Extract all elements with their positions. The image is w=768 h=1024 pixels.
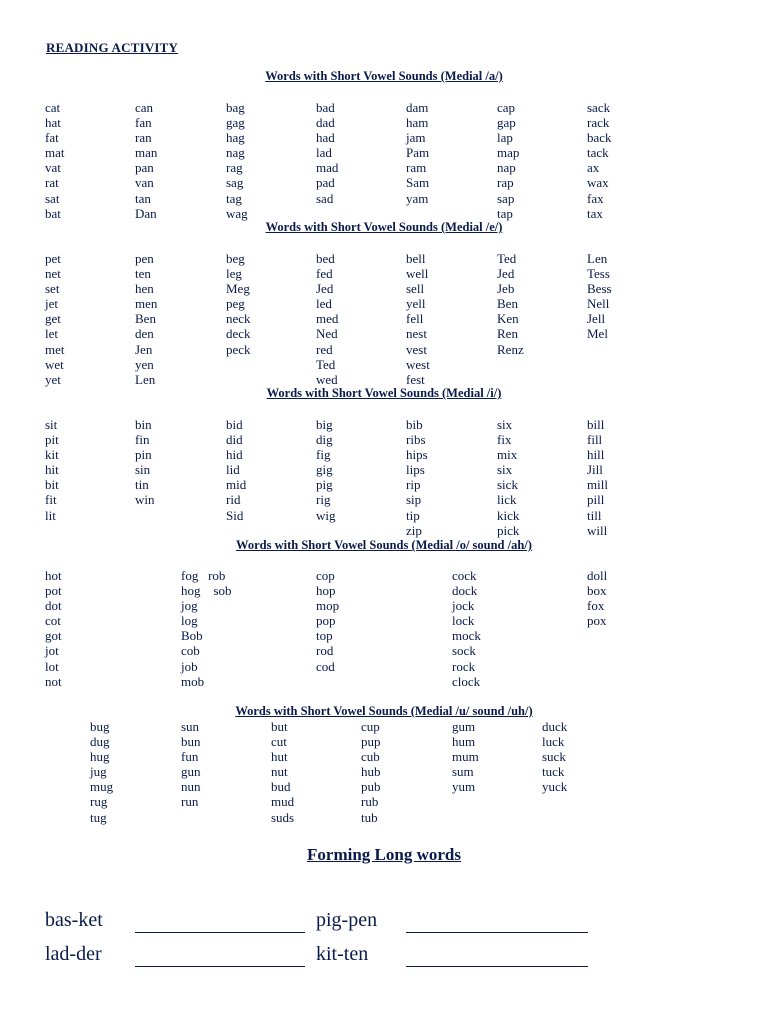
word-item: wag bbox=[226, 205, 248, 221]
word-item: rip bbox=[406, 477, 421, 493]
word-item: suck bbox=[542, 749, 566, 765]
section-i-col-2 bbox=[135, 417, 155, 508]
word-item: win bbox=[135, 492, 155, 508]
word-item: jet bbox=[45, 296, 58, 312]
word-item: rat bbox=[45, 175, 59, 191]
word-item: bed bbox=[316, 251, 335, 266]
word-item: hug bbox=[90, 749, 110, 765]
word-item: vest bbox=[406, 341, 427, 357]
word-item: van bbox=[135, 175, 154, 191]
word-item: met bbox=[45, 341, 65, 357]
word-item: fin bbox=[135, 432, 150, 448]
word-item: yam bbox=[406, 190, 429, 206]
word-item: Pam bbox=[406, 145, 430, 161]
word-item: jog bbox=[181, 598, 198, 614]
section-o-col-4 bbox=[452, 568, 481, 689]
word-item: lot bbox=[45, 658, 59, 674]
word-item: sat bbox=[45, 190, 60, 206]
word-item: hen bbox=[135, 281, 154, 297]
long-word-1: bas-ket bbox=[45, 909, 103, 931]
word-item: Nell bbox=[587, 296, 610, 312]
answer-blank-1[interactable] bbox=[135, 931, 305, 933]
word-item: Ben bbox=[497, 296, 518, 312]
word-item: Renz bbox=[497, 341, 524, 357]
word-item: job bbox=[181, 658, 198, 674]
word-item: hag bbox=[226, 130, 245, 146]
word-item: gag bbox=[226, 115, 245, 131]
word-item: sun bbox=[181, 719, 200, 734]
word-item: Jeb bbox=[497, 281, 515, 297]
section-a-col-5 bbox=[406, 100, 429, 206]
word-item: mock bbox=[452, 628, 481, 644]
word-item: pit bbox=[45, 432, 59, 448]
word-item: cap bbox=[497, 100, 516, 115]
word-item: mob bbox=[181, 673, 205, 689]
word-item: bin bbox=[135, 417, 152, 432]
word-item: hid bbox=[226, 447, 243, 463]
word-item: hum bbox=[452, 734, 476, 750]
word-item: pen bbox=[135, 251, 154, 266]
section-e-col-5 bbox=[406, 251, 430, 387]
word-item: led bbox=[316, 296, 332, 312]
word-item: kit bbox=[45, 447, 59, 463]
word-item: bud bbox=[271, 779, 291, 795]
word-item: lad bbox=[316, 145, 332, 161]
long-word-2: pig-pen bbox=[316, 909, 378, 931]
section-u-col-1 bbox=[90, 719, 113, 825]
word-item: jock bbox=[452, 598, 475, 614]
section-i-col-6 bbox=[497, 417, 519, 538]
word-item: tuck bbox=[542, 764, 565, 780]
word-item: sip bbox=[406, 492, 422, 508]
long-word-4: kit-ten bbox=[316, 943, 369, 965]
word-item: six bbox=[497, 462, 513, 478]
word-item: hat bbox=[45, 115, 61, 131]
word-item: fed bbox=[316, 266, 333, 282]
section-o-col-5 bbox=[587, 568, 607, 628]
word-item: mud bbox=[271, 794, 295, 810]
word-item: wig bbox=[316, 507, 336, 523]
word-item: Mel bbox=[587, 326, 608, 342]
section-i-col-7 bbox=[587, 417, 608, 538]
word-item: till bbox=[587, 507, 602, 523]
word-item: sum bbox=[452, 764, 474, 780]
word-item: bun bbox=[181, 734, 201, 750]
word-item: dad bbox=[316, 115, 335, 131]
answer-blank-2[interactable] bbox=[406, 931, 588, 933]
word-item: cop bbox=[316, 568, 335, 583]
word-item: sap bbox=[497, 190, 515, 206]
word-item: Bob bbox=[181, 628, 203, 644]
word-item: fill bbox=[587, 432, 603, 448]
word-item: got bbox=[45, 628, 62, 644]
word-item: den bbox=[135, 326, 154, 342]
word-item: fix bbox=[497, 432, 512, 448]
section-e-title: Words with Short Vowel Sounds (Medial /e/) bbox=[265, 220, 503, 234]
word-item: clock bbox=[452, 673, 481, 689]
word-item: fig bbox=[316, 447, 331, 463]
word-item: mad bbox=[316, 160, 339, 176]
word-item: big bbox=[316, 417, 333, 432]
section-i-col-1 bbox=[45, 417, 59, 523]
word-item: lap bbox=[497, 130, 513, 146]
word-item: sell bbox=[406, 281, 425, 297]
word-item: beg bbox=[226, 251, 245, 266]
section-e-col-4 bbox=[316, 251, 338, 387]
word-item: gun bbox=[181, 764, 201, 780]
word-item: deck bbox=[226, 326, 251, 342]
word-item: rack bbox=[587, 115, 610, 131]
word-item: will bbox=[587, 522, 608, 538]
section-e-col-6 bbox=[497, 251, 524, 357]
word-item: run bbox=[181, 794, 199, 810]
word-item: pop bbox=[316, 613, 336, 629]
section-e-col-3 bbox=[226, 251, 251, 357]
section-a-title: Words with Short Vowel Sounds (Medial /a/) bbox=[265, 69, 503, 83]
answer-blank-3[interactable] bbox=[135, 965, 305, 967]
word-item: but bbox=[271, 719, 288, 734]
word-item: cock bbox=[452, 568, 477, 583]
section-u-col-5 bbox=[452, 719, 479, 794]
word-item: mum bbox=[452, 749, 479, 765]
word-item: rid bbox=[226, 492, 241, 508]
word-item: pot bbox=[45, 583, 62, 599]
word-item: fell bbox=[406, 311, 424, 327]
word-item: Jed bbox=[316, 281, 334, 297]
word-item: yum bbox=[452, 779, 476, 795]
word-item: pad bbox=[316, 175, 335, 191]
section-u-col-4 bbox=[361, 719, 381, 825]
word-item: tip bbox=[406, 507, 420, 523]
word-item: rub bbox=[361, 794, 379, 810]
word-item: box bbox=[587, 583, 607, 599]
section-i-col-5 bbox=[406, 417, 428, 538]
word-item: Dan bbox=[135, 205, 157, 221]
word-item: red bbox=[316, 341, 333, 357]
word-item: jot bbox=[45, 643, 59, 659]
word-item: Jell bbox=[587, 311, 606, 327]
word-item: Meg bbox=[226, 281, 250, 297]
word-item: nun bbox=[181, 779, 201, 795]
word-item: did bbox=[226, 432, 243, 448]
word-item: back bbox=[587, 130, 612, 146]
word-item: sad bbox=[316, 190, 334, 206]
word-item: men bbox=[135, 296, 158, 312]
word-item: Tess bbox=[587, 266, 610, 282]
section-o-col-3 bbox=[316, 568, 339, 674]
word-item: med bbox=[316, 311, 339, 327]
word-item: fax bbox=[587, 190, 604, 206]
word-item: kick bbox=[497, 507, 520, 523]
word-item: rod bbox=[316, 643, 334, 659]
word-item: bit bbox=[45, 477, 59, 493]
answer-blank-4[interactable] bbox=[406, 965, 588, 967]
word-item: dig bbox=[316, 432, 333, 448]
section-e-col-1 bbox=[45, 251, 65, 387]
word-item: pup bbox=[361, 734, 381, 750]
word-item: bill bbox=[587, 417, 605, 432]
word-item: ax bbox=[587, 160, 600, 176]
word-item: tax bbox=[587, 205, 603, 221]
word-item: not bbox=[45, 673, 62, 689]
word-item: sack bbox=[587, 100, 611, 115]
word-item: Bess bbox=[587, 281, 612, 297]
word-item: map bbox=[497, 145, 520, 161]
word-item: tan bbox=[135, 190, 151, 206]
word-item: get bbox=[45, 311, 61, 327]
word-item: fan bbox=[135, 115, 152, 131]
word-item: pin bbox=[135, 447, 152, 463]
word-item: mix bbox=[497, 447, 518, 463]
word-item: peg bbox=[226, 296, 245, 312]
word-item: dock bbox=[452, 583, 478, 599]
word-item: duck bbox=[542, 719, 568, 734]
word-item: dug bbox=[90, 734, 110, 750]
word-item: Len bbox=[587, 251, 608, 266]
section-u-col-2 bbox=[181, 719, 201, 810]
page-heading: READING ACTIVITY bbox=[46, 40, 179, 55]
section-e-col-2 bbox=[135, 251, 157, 387]
word-item: Jen bbox=[135, 341, 153, 357]
word-item: yell bbox=[406, 296, 426, 312]
word-item: pox bbox=[587, 613, 607, 629]
word-item: zip bbox=[406, 522, 422, 538]
word-item: hog sob bbox=[181, 583, 232, 599]
word-item: hub bbox=[361, 764, 381, 780]
section-a-col-2 bbox=[135, 100, 157, 221]
word-item: man bbox=[135, 145, 158, 161]
word-item: ran bbox=[135, 130, 152, 146]
word-item: jug bbox=[90, 764, 107, 780]
word-item: sag bbox=[226, 175, 244, 191]
word-item: hot bbox=[45, 568, 62, 583]
word-item: log bbox=[181, 613, 198, 629]
word-item: cup bbox=[361, 719, 380, 734]
section-o-col-1 bbox=[45, 568, 62, 689]
word-item: bag bbox=[226, 100, 245, 115]
word-item: fest bbox=[406, 371, 425, 387]
word-item: cut bbox=[271, 734, 287, 750]
word-item: yuck bbox=[542, 779, 568, 795]
word-item: six bbox=[497, 417, 513, 432]
long-words-title: Forming Long words bbox=[307, 845, 461, 864]
word-item: dot bbox=[45, 598, 62, 614]
section-i-title: Words with Short Vowel Sounds (Medial /i/) bbox=[266, 386, 502, 400]
word-item: pig bbox=[316, 477, 333, 493]
section-a-col-1 bbox=[45, 100, 65, 221]
word-item: hop bbox=[316, 583, 336, 599]
word-item: can bbox=[135, 100, 154, 115]
word-item: hill bbox=[587, 447, 605, 463]
word-item: lock bbox=[452, 613, 475, 629]
word-item: bell bbox=[406, 251, 426, 266]
section-u-col-3 bbox=[271, 719, 294, 825]
word-item: mill bbox=[587, 477, 608, 493]
word-item: sick bbox=[497, 477, 518, 493]
word-item: tin bbox=[135, 477, 149, 493]
word-item: fit bbox=[45, 492, 57, 508]
section-o-title: Words with Short Vowel Sounds (Medial /o/ sound /ah/) bbox=[236, 538, 532, 552]
word-item: mat bbox=[45, 145, 65, 161]
word-item: hips bbox=[406, 447, 428, 463]
word-item: ten bbox=[135, 266, 151, 282]
word-item: nest bbox=[406, 326, 427, 342]
word-item: tub bbox=[361, 809, 378, 825]
word-item: lick bbox=[497, 492, 517, 508]
word-item: Ned bbox=[316, 326, 338, 342]
word-item: tap bbox=[497, 205, 513, 221]
word-item: Ken bbox=[497, 311, 519, 327]
word-item: top bbox=[316, 628, 333, 644]
word-item: bib bbox=[406, 417, 423, 432]
word-item: cod bbox=[316, 658, 335, 674]
word-item: fun bbox=[181, 749, 199, 765]
word-item: rock bbox=[452, 658, 476, 674]
word-item: sock bbox=[452, 643, 476, 659]
word-item: luck bbox=[542, 734, 565, 750]
word-item: ram bbox=[406, 160, 427, 176]
long-word-3: lad-der bbox=[45, 943, 102, 965]
word-item: ham bbox=[406, 115, 429, 131]
section-o-col-2 bbox=[181, 568, 232, 689]
word-item: bad bbox=[316, 100, 335, 115]
word-item: pick bbox=[497, 522, 520, 538]
word-item: doll bbox=[587, 568, 608, 583]
word-item: Jed bbox=[497, 266, 515, 282]
word-item: Ben bbox=[135, 311, 156, 327]
word-item: lit bbox=[45, 507, 56, 523]
word-item: net bbox=[45, 266, 61, 282]
word-item: Sid bbox=[226, 507, 244, 523]
word-item: peck bbox=[226, 341, 251, 357]
word-item: fox bbox=[587, 598, 605, 614]
word-item: pub bbox=[361, 779, 381, 795]
word-item: wet bbox=[45, 356, 64, 372]
word-item: nag bbox=[226, 145, 245, 161]
word-item: wax bbox=[587, 175, 609, 191]
section-a-col-3 bbox=[226, 100, 248, 221]
word-item: yen bbox=[135, 356, 154, 372]
word-item: dam bbox=[406, 100, 429, 115]
word-item: set bbox=[45, 281, 60, 297]
word-item: lips bbox=[406, 462, 425, 478]
word-item: neck bbox=[226, 311, 251, 327]
word-item: suds bbox=[271, 809, 295, 825]
word-item: pan bbox=[135, 160, 154, 176]
word-item: cot bbox=[45, 613, 61, 629]
word-item: tag bbox=[226, 190, 242, 206]
section-a-col-6 bbox=[497, 100, 519, 221]
word-item: pet bbox=[45, 251, 61, 266]
word-item: gum bbox=[452, 719, 476, 734]
word-item: had bbox=[316, 130, 335, 146]
word-item: pill bbox=[587, 492, 605, 508]
word-item: cat bbox=[45, 100, 61, 115]
word-item: mop bbox=[316, 598, 340, 614]
word-item: west bbox=[406, 356, 430, 372]
word-item: sit bbox=[45, 417, 58, 432]
section-u-title: Words with Short Vowel Sounds (Medial /u/ sound /uh/) bbox=[235, 704, 533, 718]
word-item: mug bbox=[90, 779, 114, 795]
section-i-col-3 bbox=[226, 417, 246, 523]
section-e-col-7 bbox=[587, 251, 612, 342]
word-item: rag bbox=[226, 160, 243, 176]
word-item: jam bbox=[406, 130, 426, 146]
word-item: Jill bbox=[587, 462, 603, 478]
section-a-col-4 bbox=[316, 100, 338, 206]
section-u-col-6 bbox=[542, 719, 567, 794]
word-item: nap bbox=[497, 160, 516, 176]
word-item: fat bbox=[45, 130, 59, 146]
word-item: Ted bbox=[316, 356, 336, 372]
word-item: wed bbox=[316, 371, 338, 387]
word-item: tack bbox=[587, 145, 609, 161]
word-item: cob bbox=[181, 643, 200, 659]
word-item: bat bbox=[45, 205, 61, 221]
word-item: let bbox=[45, 326, 58, 342]
word-item: hit bbox=[45, 462, 59, 478]
word-item: well bbox=[406, 266, 429, 282]
word-item: rap bbox=[497, 175, 514, 191]
word-item: gap bbox=[497, 115, 516, 131]
word-item: rug bbox=[90, 794, 108, 810]
word-item: gig bbox=[316, 462, 333, 478]
word-item: leg bbox=[226, 266, 242, 282]
word-item: mid bbox=[226, 477, 247, 493]
word-item: fog rob bbox=[181, 568, 226, 583]
word-item: yet bbox=[45, 371, 61, 387]
word-item: lid bbox=[226, 462, 240, 478]
word-item: Ren bbox=[497, 326, 518, 342]
word-item: hut bbox=[271, 749, 288, 765]
word-item: cub bbox=[361, 749, 380, 765]
word-item: Len bbox=[135, 371, 156, 387]
word-item: ribs bbox=[406, 432, 426, 448]
section-a-col-7 bbox=[587, 100, 612, 221]
word-item: sin bbox=[135, 462, 151, 478]
word-item: Sam bbox=[406, 175, 430, 191]
word-item: nut bbox=[271, 764, 288, 780]
word-item: rig bbox=[316, 492, 331, 508]
word-item: tug bbox=[90, 809, 107, 825]
word-item: Ted bbox=[497, 251, 517, 266]
word-item: bid bbox=[226, 417, 243, 432]
section-i-col-4 bbox=[316, 417, 336, 523]
word-item: bug bbox=[90, 719, 110, 734]
word-item: vat bbox=[45, 160, 61, 176]
